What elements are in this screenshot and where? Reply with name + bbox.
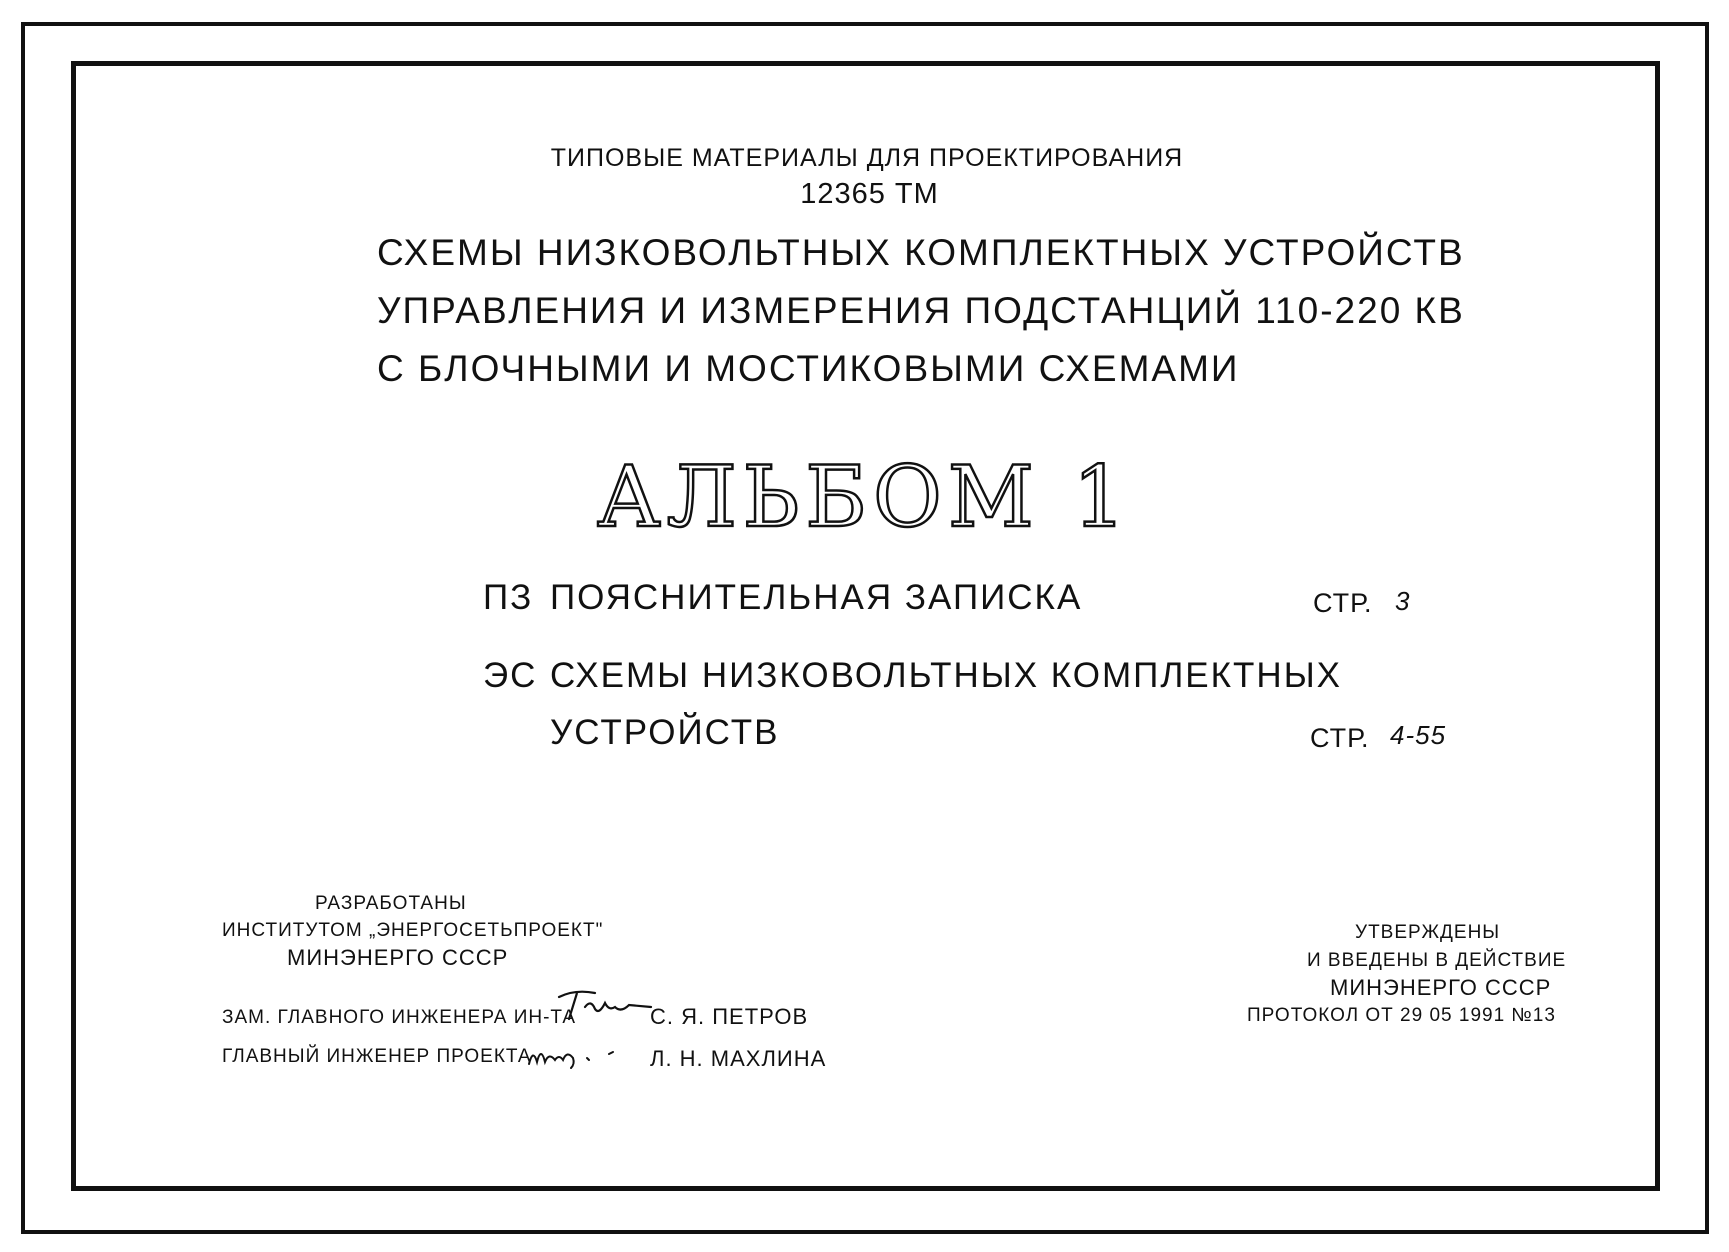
approval-line-3: МИНЭНЕРГО СССР — [1330, 975, 1552, 1000]
developer-line-1: РАЗРАБОТАНЫ — [315, 893, 467, 914]
approval-line-1: УТВЕРЖДЕНЫ — [1355, 922, 1501, 943]
approval-line-4: ПРОТОКОЛ ОТ 29 05 1991 №13 — [1247, 1005, 1556, 1026]
document-code: 12365 ТМ — [800, 178, 939, 210]
series-heading: ТИПОВЫЕ МАТЕРИАЛЫ ДЛЯ ПРОЕКТИРОВАНИЯ — [550, 144, 1184, 172]
developer-line-3: МИНЭНЕРГО СССР — [287, 945, 509, 970]
approval-line-2: И ВВЕДЕНЫ В ДЕЙСТВИЕ — [1307, 950, 1567, 971]
toc-page-number-pz: 3 — [1395, 586, 1411, 616]
toc-title-es-line1: СХЕМЫ НИЗКОВОЛЬТНЫХ КОМПЛЕКТНЫХ — [550, 656, 1343, 695]
subject-line-2: УПРАВЛЕНИЯ И ИЗМЕРЕНИЯ ПОДСТАНЦИЙ 110-220 КВ — [377, 290, 1465, 331]
signatory-role-1: ЗАМ. ГЛАВНОГО ИНЖЕНЕРА ИН-ТА — [222, 1007, 577, 1028]
toc-page-number-es: 4-55 — [1390, 720, 1447, 750]
signature-makhlina-icon — [525, 1038, 615, 1073]
toc-code-pz: ПЗ — [483, 578, 534, 617]
toc-code-es: ЭС — [483, 656, 538, 695]
signature-petrov-icon — [555, 985, 655, 1030]
toc-title-pz: ПОЯСНИТЕЛЬНАЯ ЗАПИСКА — [550, 578, 1083, 617]
signatory-name-1: С. Я. ПЕТРОВ — [650, 1004, 809, 1029]
signatory-role-2: ГЛАВНЫЙ ИНЖЕНЕР ПРОЕКТА — [222, 1046, 532, 1067]
developer-line-2: ИНСТИТУТОМ „ЭНЕРГОСЕТЬПРОЕКТ" — [222, 920, 604, 941]
toc-page-label-pz: СТР. — [1313, 588, 1373, 618]
subject-line-3: С БЛОЧНЫМИ И МОСТИКОВЫМИ СХЕМАМИ — [377, 348, 1240, 389]
signatory-name-2: Л. Н. МАХЛИНА — [650, 1046, 827, 1071]
subject-line-1: СХЕМЫ НИЗКОВОЛЬТНЫХ КОМПЛЕКТНЫХ УСТРОЙСТВ — [377, 232, 1465, 273]
toc-title-es-line2: УСТРОЙСТВ — [550, 713, 780, 752]
album-title: АЛЬБОМ 1 — [596, 448, 1133, 546]
toc-page-label-es: СТР. — [1310, 723, 1370, 753]
